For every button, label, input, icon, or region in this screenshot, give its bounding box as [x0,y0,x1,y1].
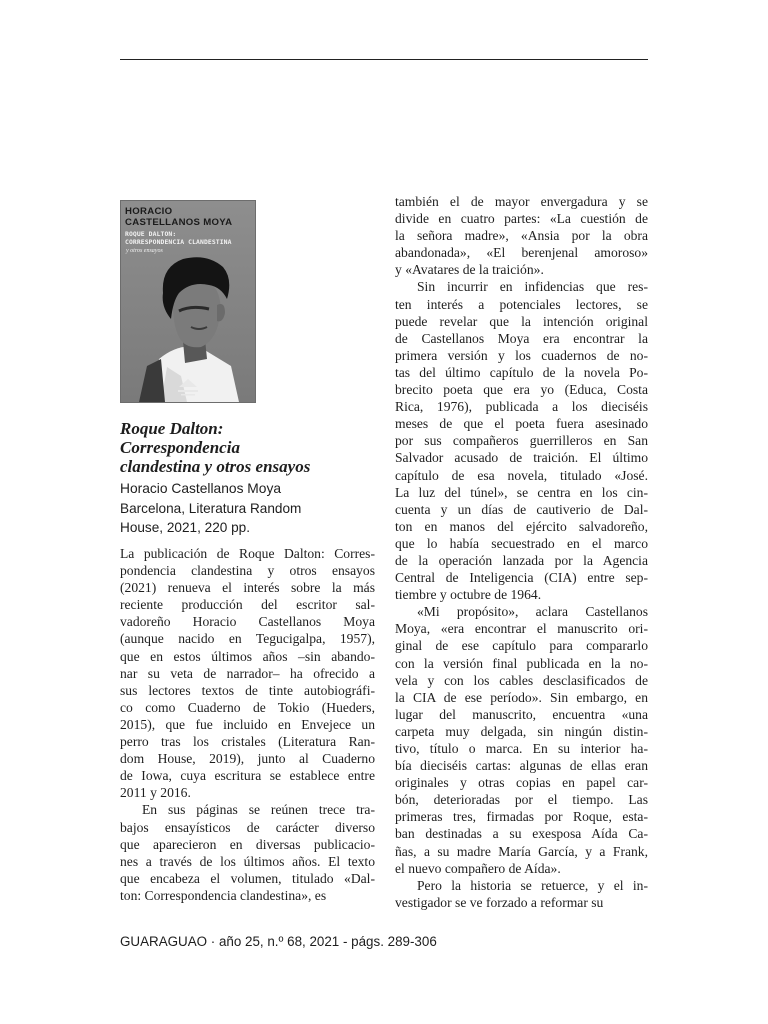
text-line: capítulo de esa novela, titulado «José. [395,467,648,483]
text-line: que en estos últimos años –sin abando- [120,648,375,664]
text-line: primeras tres, firmadas por Roque, esta- [395,809,648,825]
text-line: En sus páginas se reúnen trece tra- [142,802,375,818]
text-line: pondencia clandestina y otros ensayos [120,563,375,579]
text-line: Sin incurrir en infidencias que res- [417,279,648,295]
text-line: bón, deterioradas por el tiempo. Las [395,792,648,808]
cover-title-line: ROQUE DALTON: [125,230,177,238]
text-line: Central de Inteligencia (CIA) entre sep- [395,570,648,586]
cover-author [125,207,251,228]
text-line: ton: Correspondencia clandestina», es [120,887,327,903]
publication-line: Barcelona, Literatura Random [120,501,302,516]
text-line: carpeta muy delgada, sin ningún distin- [395,723,648,739]
text-line: Rica, 1976), publicada a los dieciséis [395,399,648,415]
text-line: de Castellanos Moya era encontrar la [395,330,648,346]
text-line: que lo había secuestrado en el marco [395,535,648,551]
text-line: ton en manos del ejército salvadoreño, [395,518,648,534]
cover-subtitle: y otros ensayos [126,248,163,254]
text-line: vestigador se ve forzado a reformar su [395,894,604,910]
text-line: vela y con los cables desclasificados de [395,672,648,688]
cover-title-line: CORRESPONDENCIA CLANDESTINA [125,237,232,246]
right-column-text [395,193,648,911]
text-line: lugar del manuscrito, encuentra «una [395,706,648,722]
text-line: ginal de ese capítulo para compararlo [395,638,648,654]
text-line: 2011 y 2016. [120,785,191,801]
text-line: la CIA de ese período». Sin embargo, en [395,689,648,705]
text-line: que aparecieron en diversas publicacio- [120,836,375,852]
text-line: de Iowa, cuya escritura se establece entre [120,768,375,784]
text-line: por sus compañeros guerrilleros en San [395,433,648,449]
book-publication-info [120,499,380,537]
text-line: Moya, «era encontrar el manuscrito ori- [395,621,648,637]
text-line: primera versión y los cuadernos de no- [395,347,648,363]
cover-author-line: CASTELLANOS MOYA [125,216,233,228]
text-line: el nuevo compañero de Aída». [395,860,561,876]
text-line: abandonada», «El berenjenal amoroso» [395,245,648,261]
book-author: Horacio Castellanos Moya [120,481,282,496]
text-line: nes a través de los últimos años. El texto [120,853,375,869]
text-line: también el de mayor envergadura y se [395,194,648,209]
book-title-line: Roque Dalton: [120,419,224,438]
text-line: (2021) renueva el interés sobre la más [120,580,375,596]
text-line: sus lectores textos de tinte autobiográfi- [120,682,375,698]
text-line: brecito poeta que era yo (Educa, Costa [395,382,648,398]
book-title [120,419,380,476]
text-line: puede revelar que la intención original [395,313,648,329]
text-line: ban destinadas a su exesposa Aída Ca- [395,826,648,842]
text-line: 2015), que fue incluido en Envejece un [120,716,375,732]
text-line: tiembre y octubre de 1964. [395,587,542,603]
text-line: con la versión final publicada en la no- [395,655,648,671]
text-line: Salvador acusado de traición. El último [395,450,648,466]
text-line: cuenta y un días de cautiverio de Dal- [395,501,648,517]
text-line: dom House, 2019), junto al Cuaderno [120,751,375,767]
text-line: ñas, a su madre María García, y a Frank, [395,843,648,859]
text-line: meses de que el poeta fuera asesinado [395,416,648,432]
text-line: originales y otras copias en papel car- [395,775,648,791]
text-line: nar su veta de narrador– ha ofrecido a [120,665,375,681]
publication-line: House, 2021, 220 pp. [120,520,250,535]
text-line: ten interés a potenciales lectores, se [395,296,648,312]
book-title-line: clandestina y otros ensayos [120,457,311,476]
text-line: vadoreño Horacio Castellanos Moya [120,614,375,630]
text-line: tas del último capítulo de la novela Po- [395,364,648,380]
text-line: La luz del túnel», se centra en los cin- [395,484,648,500]
text-line: reciente producción del escritor sal- [120,597,375,613]
text-line: que encabeza el volumen, titulado «Dal- [120,870,375,886]
text-line: (aunque nacido en Tegucigalpa, 1957), [120,631,375,647]
cover-author-line: HORACIO [125,206,173,217]
text-line: co como Cuaderno de Tokio (Hueders, [120,699,375,715]
text-line: «Mi propósito», aclara Castellanos [417,604,648,620]
text-line: de la operación lanzada por la Agencia [395,552,648,568]
text-line: bajos ensayísticos de carácter diverso [120,819,375,835]
text-line: tivo, título o marca. En su interior ha- [395,741,648,756]
text-line: perro tras los cristales (Literatura Ran- [120,734,375,750]
header-rule [120,59,648,60]
journal-footer: GUARAGUAO · año 25, n.º 68, 2021 - págs. 289-306 [120,934,437,949]
text-line: divide en cuatro partes: «La cuestión de [395,211,648,227]
text-line: bía dieciséis cartas: algunas de ellas eran [395,758,648,774]
text-line: y «Avatares de la traición». [395,262,544,278]
text-line: La publicación de Roque Dalton: Corres- [120,546,375,561]
cover-title [125,231,253,246]
text-line: Pero la historia se retuerce, y el in- [417,877,648,893]
text-line: la señora madre», «Ansia por la obra [395,228,648,244]
book-title-line: Correspondencia [120,438,240,457]
left-column-text [120,545,375,904]
book-cover-image [120,200,256,403]
